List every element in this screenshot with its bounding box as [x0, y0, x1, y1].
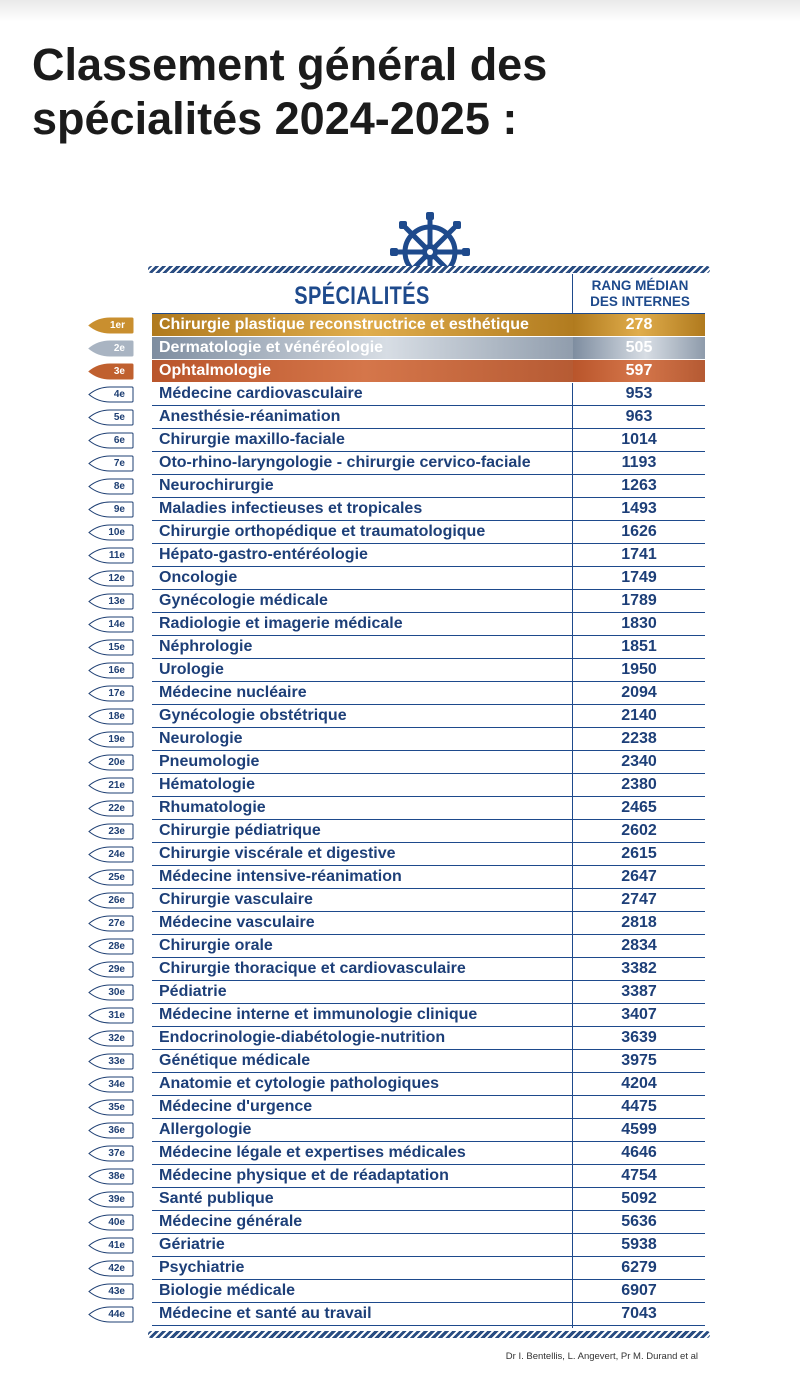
median-rank: 4204 [573, 1073, 705, 1096]
specialty-name: Gynécologie obstétrique [152, 705, 579, 728]
specialty-name: Pneumologie [152, 751, 579, 774]
rank-badge [88, 593, 134, 610]
median-rank: 3407 [573, 1004, 705, 1027]
median-rank: 4475 [573, 1096, 705, 1119]
median-rank: 1830 [573, 613, 705, 636]
rank-position: 2e [113, 343, 125, 354]
table-row [0, 1004, 800, 1027]
median-rank: 2380 [573, 774, 705, 797]
rank-badge [88, 1099, 134, 1116]
rank-header-line1: RANG MÉDIAN [591, 278, 689, 293]
rank-position: 21e [108, 780, 125, 791]
specialty-name: Dermatologie et vénéréologie [152, 337, 579, 360]
median-rank: 2094 [573, 682, 705, 705]
rank-badge [88, 892, 134, 909]
rank-badge [88, 363, 134, 380]
specialty-name: Psychiatrie [152, 1257, 579, 1280]
table-row [0, 1280, 800, 1303]
median-rank: 1950 [573, 659, 705, 682]
table-row [0, 820, 800, 843]
rank-position: 32e [108, 1033, 125, 1044]
table-row [0, 1142, 800, 1165]
median-rank: 6279 [573, 1257, 705, 1280]
rank-badge [88, 639, 134, 656]
credit-line: Dr I. Bentellis, L. Angevert, Pr M. Durand et al [505, 1351, 698, 1362]
rank-position: 4e [113, 389, 125, 400]
specialty-name: Médecine d'urgence [152, 1096, 579, 1119]
rank-position: 16e [108, 665, 125, 676]
table-row [0, 981, 800, 1004]
specialty-name: Neurologie [152, 728, 579, 751]
rank-position: 13e [108, 596, 125, 607]
rank-position: 7e [113, 458, 125, 469]
rank-header-line2: DES INTERNES [590, 294, 690, 309]
rank-position: 15e [108, 642, 125, 653]
specialty-name: Médecine nucléaire [152, 682, 579, 705]
median-rank: 2465 [573, 797, 705, 820]
median-rank: 953 [573, 383, 705, 406]
specialty-name: Médecine intensive-réanimation [152, 866, 579, 889]
specialty-name: Chirurgie plastique reconstructrice et esthétique [152, 314, 579, 337]
specialty-name: Hépato-gastro-entéréologie [152, 544, 579, 567]
median-rank: 4754 [573, 1165, 705, 1188]
rank-badge [88, 1191, 134, 1208]
rank-badge [88, 800, 134, 817]
median-rank: 7043 [573, 1303, 705, 1326]
rank-position: 29e [108, 964, 125, 975]
rank-position: 31e [108, 1010, 125, 1021]
rank-badge [88, 1306, 134, 1323]
rank-badge [88, 547, 134, 564]
table-row [0, 429, 800, 452]
specialty-name: Médecine et santé au travail [152, 1303, 579, 1326]
table-row [0, 751, 800, 774]
rank-badge [88, 1053, 134, 1070]
rank-position: 38e [108, 1171, 125, 1182]
rank-badge [88, 984, 134, 1001]
table-row [0, 843, 800, 866]
rank-badge [88, 823, 134, 840]
rope-border-bottom [148, 1331, 710, 1338]
ranking-table [0, 314, 800, 1326]
rank-position: 11e [108, 550, 125, 561]
rank-position: 14e [108, 619, 125, 630]
table-row [0, 1050, 800, 1073]
table-row [0, 498, 800, 521]
specialties-header: SPÉCIALITÉS [294, 282, 430, 310]
specialty-name: Médecine légale et expertises médicales [152, 1142, 579, 1165]
specialty-name: Chirurgie vasculaire [152, 889, 579, 912]
rank-badge [88, 1214, 134, 1231]
rank-position: 25e [108, 872, 125, 883]
specialty-name: Maladies infectieuses et tropicales [152, 498, 579, 521]
median-rank: 1851 [573, 636, 705, 659]
rank-badge [88, 961, 134, 978]
median-rank: 4646 [573, 1142, 705, 1165]
table-row [0, 406, 800, 429]
rank-badge [88, 1237, 134, 1254]
table-row [0, 659, 800, 682]
rank-header [574, 278, 706, 310]
table-row [0, 544, 800, 567]
rank-position: 3e [113, 366, 125, 377]
rank-badge [88, 570, 134, 587]
rank-position: 23e [108, 826, 125, 837]
rank-badge [88, 708, 134, 725]
specialty-name: Médecine vasculaire [152, 912, 579, 935]
specialty-name: Endocrinologie-diabétologie-nutrition [152, 1027, 579, 1050]
specialty-name: Chirurgie orale [152, 935, 579, 958]
table-row [0, 521, 800, 544]
median-rank: 963 [573, 406, 705, 429]
page-title: Classement général des spécialités 2024-2025 : [32, 39, 548, 144]
rope-border-top [148, 266, 710, 273]
table-row [0, 1096, 800, 1119]
specialty-name: Gynécologie médicale [152, 590, 579, 613]
specialty-name: Biologie médicale [152, 1280, 579, 1303]
median-rank: 3387 [573, 981, 705, 1004]
median-rank: 1741 [573, 544, 705, 567]
rank-position: 19e [108, 734, 125, 745]
specialty-name: Anesthésie-réanimation [152, 406, 579, 429]
median-rank: 597 [573, 360, 705, 383]
specialty-name: Néphrologie [152, 636, 579, 659]
rank-position: 18e [108, 711, 125, 722]
table-row [0, 590, 800, 613]
rank-badge [88, 1168, 134, 1185]
table-row [0, 705, 800, 728]
rank-position: 44e [108, 1309, 125, 1320]
median-rank: 2647 [573, 866, 705, 889]
specialty-name: Médecine cardiovasculaire [152, 383, 579, 406]
rank-badge [88, 478, 134, 495]
specialty-name: Chirurgie viscérale et digestive [152, 843, 579, 866]
rank-position: 5e [113, 412, 125, 423]
table-row [0, 1165, 800, 1188]
table-row [0, 728, 800, 751]
specialty-name: Santé publique [152, 1188, 579, 1211]
median-rank: 2834 [573, 935, 705, 958]
median-rank: 4599 [573, 1119, 705, 1142]
table-row [0, 958, 800, 981]
median-rank: 1749 [573, 567, 705, 590]
median-rank: 3382 [573, 958, 705, 981]
table-row [0, 935, 800, 958]
median-rank: 5636 [573, 1211, 705, 1234]
specialty-name: Chirurgie orthopédique et traumatologique [152, 521, 579, 544]
table-row [0, 1303, 800, 1326]
table-row [0, 889, 800, 912]
table-row [0, 866, 800, 889]
rank-position: 8e [113, 481, 125, 492]
rank-badge [88, 731, 134, 748]
table-row [0, 1188, 800, 1211]
rank-position: 42e [108, 1263, 125, 1274]
ship-wheel-icon [382, 212, 478, 270]
specialty-name: Oto-rhino-laryngologie - chirurgie cervico-faciale [152, 452, 579, 475]
table-row [0, 774, 800, 797]
table-row [0, 1257, 800, 1280]
rank-badge [88, 1122, 134, 1139]
specialty-name: Chirurgie thoracique et cardiovasculaire [152, 958, 579, 981]
rank-badge [88, 1145, 134, 1162]
table-row [0, 452, 800, 475]
rank-position: 30e [108, 987, 125, 998]
table-row [0, 1027, 800, 1050]
rank-position: 22e [108, 803, 125, 814]
rank-position: 40e [108, 1217, 125, 1228]
rank-position: 28e [108, 941, 125, 952]
specialty-name: Pédiatrie [152, 981, 579, 1004]
median-rank: 6907 [573, 1280, 705, 1303]
rank-badge [88, 915, 134, 932]
rank-badge [88, 386, 134, 403]
rank-position: 27e [108, 918, 125, 929]
rank-badge [88, 317, 134, 334]
rank-position: 9e [113, 504, 125, 515]
rank-position: 43e [108, 1286, 125, 1297]
table-row [0, 360, 800, 383]
table-row [0, 797, 800, 820]
specialty-name: Radiologie et imagerie médicale [152, 613, 579, 636]
table-row [0, 1234, 800, 1257]
rank-badge [88, 1030, 134, 1047]
table-row [0, 1073, 800, 1096]
specialty-name: Hématologie [152, 774, 579, 797]
rank-badge [88, 1007, 134, 1024]
rank-badge [88, 409, 134, 426]
rank-position: 24e [108, 849, 125, 860]
median-rank: 2747 [573, 889, 705, 912]
table-row [0, 1119, 800, 1142]
rank-badge [88, 685, 134, 702]
median-rank: 2818 [573, 912, 705, 935]
specialty-name: Oncologie [152, 567, 579, 590]
median-rank: 1626 [573, 521, 705, 544]
median-rank: 1493 [573, 498, 705, 521]
table-row [0, 636, 800, 659]
rank-position: 36e [108, 1125, 125, 1136]
table-row [0, 613, 800, 636]
specialty-name: Ophtalmologie [152, 360, 579, 383]
rank-position: 37e [108, 1148, 125, 1159]
rank-position: 39e [108, 1194, 125, 1205]
rank-badge [88, 846, 134, 863]
median-rank: 505 [573, 337, 705, 360]
median-rank: 278 [573, 314, 705, 337]
table-row [0, 314, 800, 337]
median-rank: 2615 [573, 843, 705, 866]
table-row [0, 682, 800, 705]
rank-badge [88, 1283, 134, 1300]
rank-badge [88, 938, 134, 955]
top-shade [0, 0, 800, 22]
specialty-name: Médecine physique et de réadaptation [152, 1165, 579, 1188]
rank-badge [88, 501, 134, 518]
specialty-name: Médecine générale [152, 1211, 579, 1234]
table-row [0, 912, 800, 935]
median-rank: 1263 [573, 475, 705, 498]
rank-badge [88, 1076, 134, 1093]
rank-position: 41e [108, 1240, 125, 1251]
median-rank: 2340 [573, 751, 705, 774]
table-row [0, 567, 800, 590]
rank-badge [88, 616, 134, 633]
median-rank: 1014 [573, 429, 705, 452]
specialty-name: Neurochirurgie [152, 475, 579, 498]
median-rank: 5092 [573, 1188, 705, 1211]
rank-badge [88, 432, 134, 449]
rank-position: 6e [113, 435, 125, 446]
table-row [0, 383, 800, 406]
median-rank: 3975 [573, 1050, 705, 1073]
rank-position: 20e [108, 757, 125, 768]
table-row [0, 337, 800, 360]
rank-position: 1er [109, 320, 125, 331]
median-rank: 5938 [573, 1234, 705, 1257]
rank-position: 33e [108, 1056, 125, 1067]
rank-badge [88, 869, 134, 886]
specialty-name: Chirurgie maxillo-faciale [152, 429, 579, 452]
median-rank: 2238 [573, 728, 705, 751]
rank-badge [88, 455, 134, 472]
table-row [0, 475, 800, 498]
specialty-name: Gériatrie [152, 1234, 579, 1257]
median-rank: 1789 [573, 590, 705, 613]
rank-position: 26e [108, 895, 125, 906]
rank-badge [88, 777, 134, 794]
rank-position: 35e [108, 1102, 125, 1113]
specialty-name: Rhumatologie [152, 797, 579, 820]
specialty-name: Génétique médicale [152, 1050, 579, 1073]
specialty-name: Allergologie [152, 1119, 579, 1142]
table-row [0, 1211, 800, 1234]
median-rank: 1193 [573, 452, 705, 475]
specialty-name: Anatomie et cytologie pathologiques [152, 1073, 579, 1096]
rank-badge [88, 524, 134, 541]
rank-position: 17e [108, 688, 125, 699]
median-rank: 2140 [573, 705, 705, 728]
median-rank: 2602 [573, 820, 705, 843]
rank-badge [88, 340, 134, 357]
rank-badge [88, 1260, 134, 1277]
rank-badge [88, 662, 134, 679]
median-rank: 3639 [573, 1027, 705, 1050]
specialty-name: Médecine interne et immunologie clinique [152, 1004, 579, 1027]
rank-badge [88, 754, 134, 771]
specialty-name: Urologie [152, 659, 579, 682]
rank-position: 12e [108, 573, 125, 584]
rank-position: 10e [108, 527, 125, 538]
rank-position: 34e [108, 1079, 125, 1090]
specialty-name: Chirurgie pédiatrique [152, 820, 579, 843]
